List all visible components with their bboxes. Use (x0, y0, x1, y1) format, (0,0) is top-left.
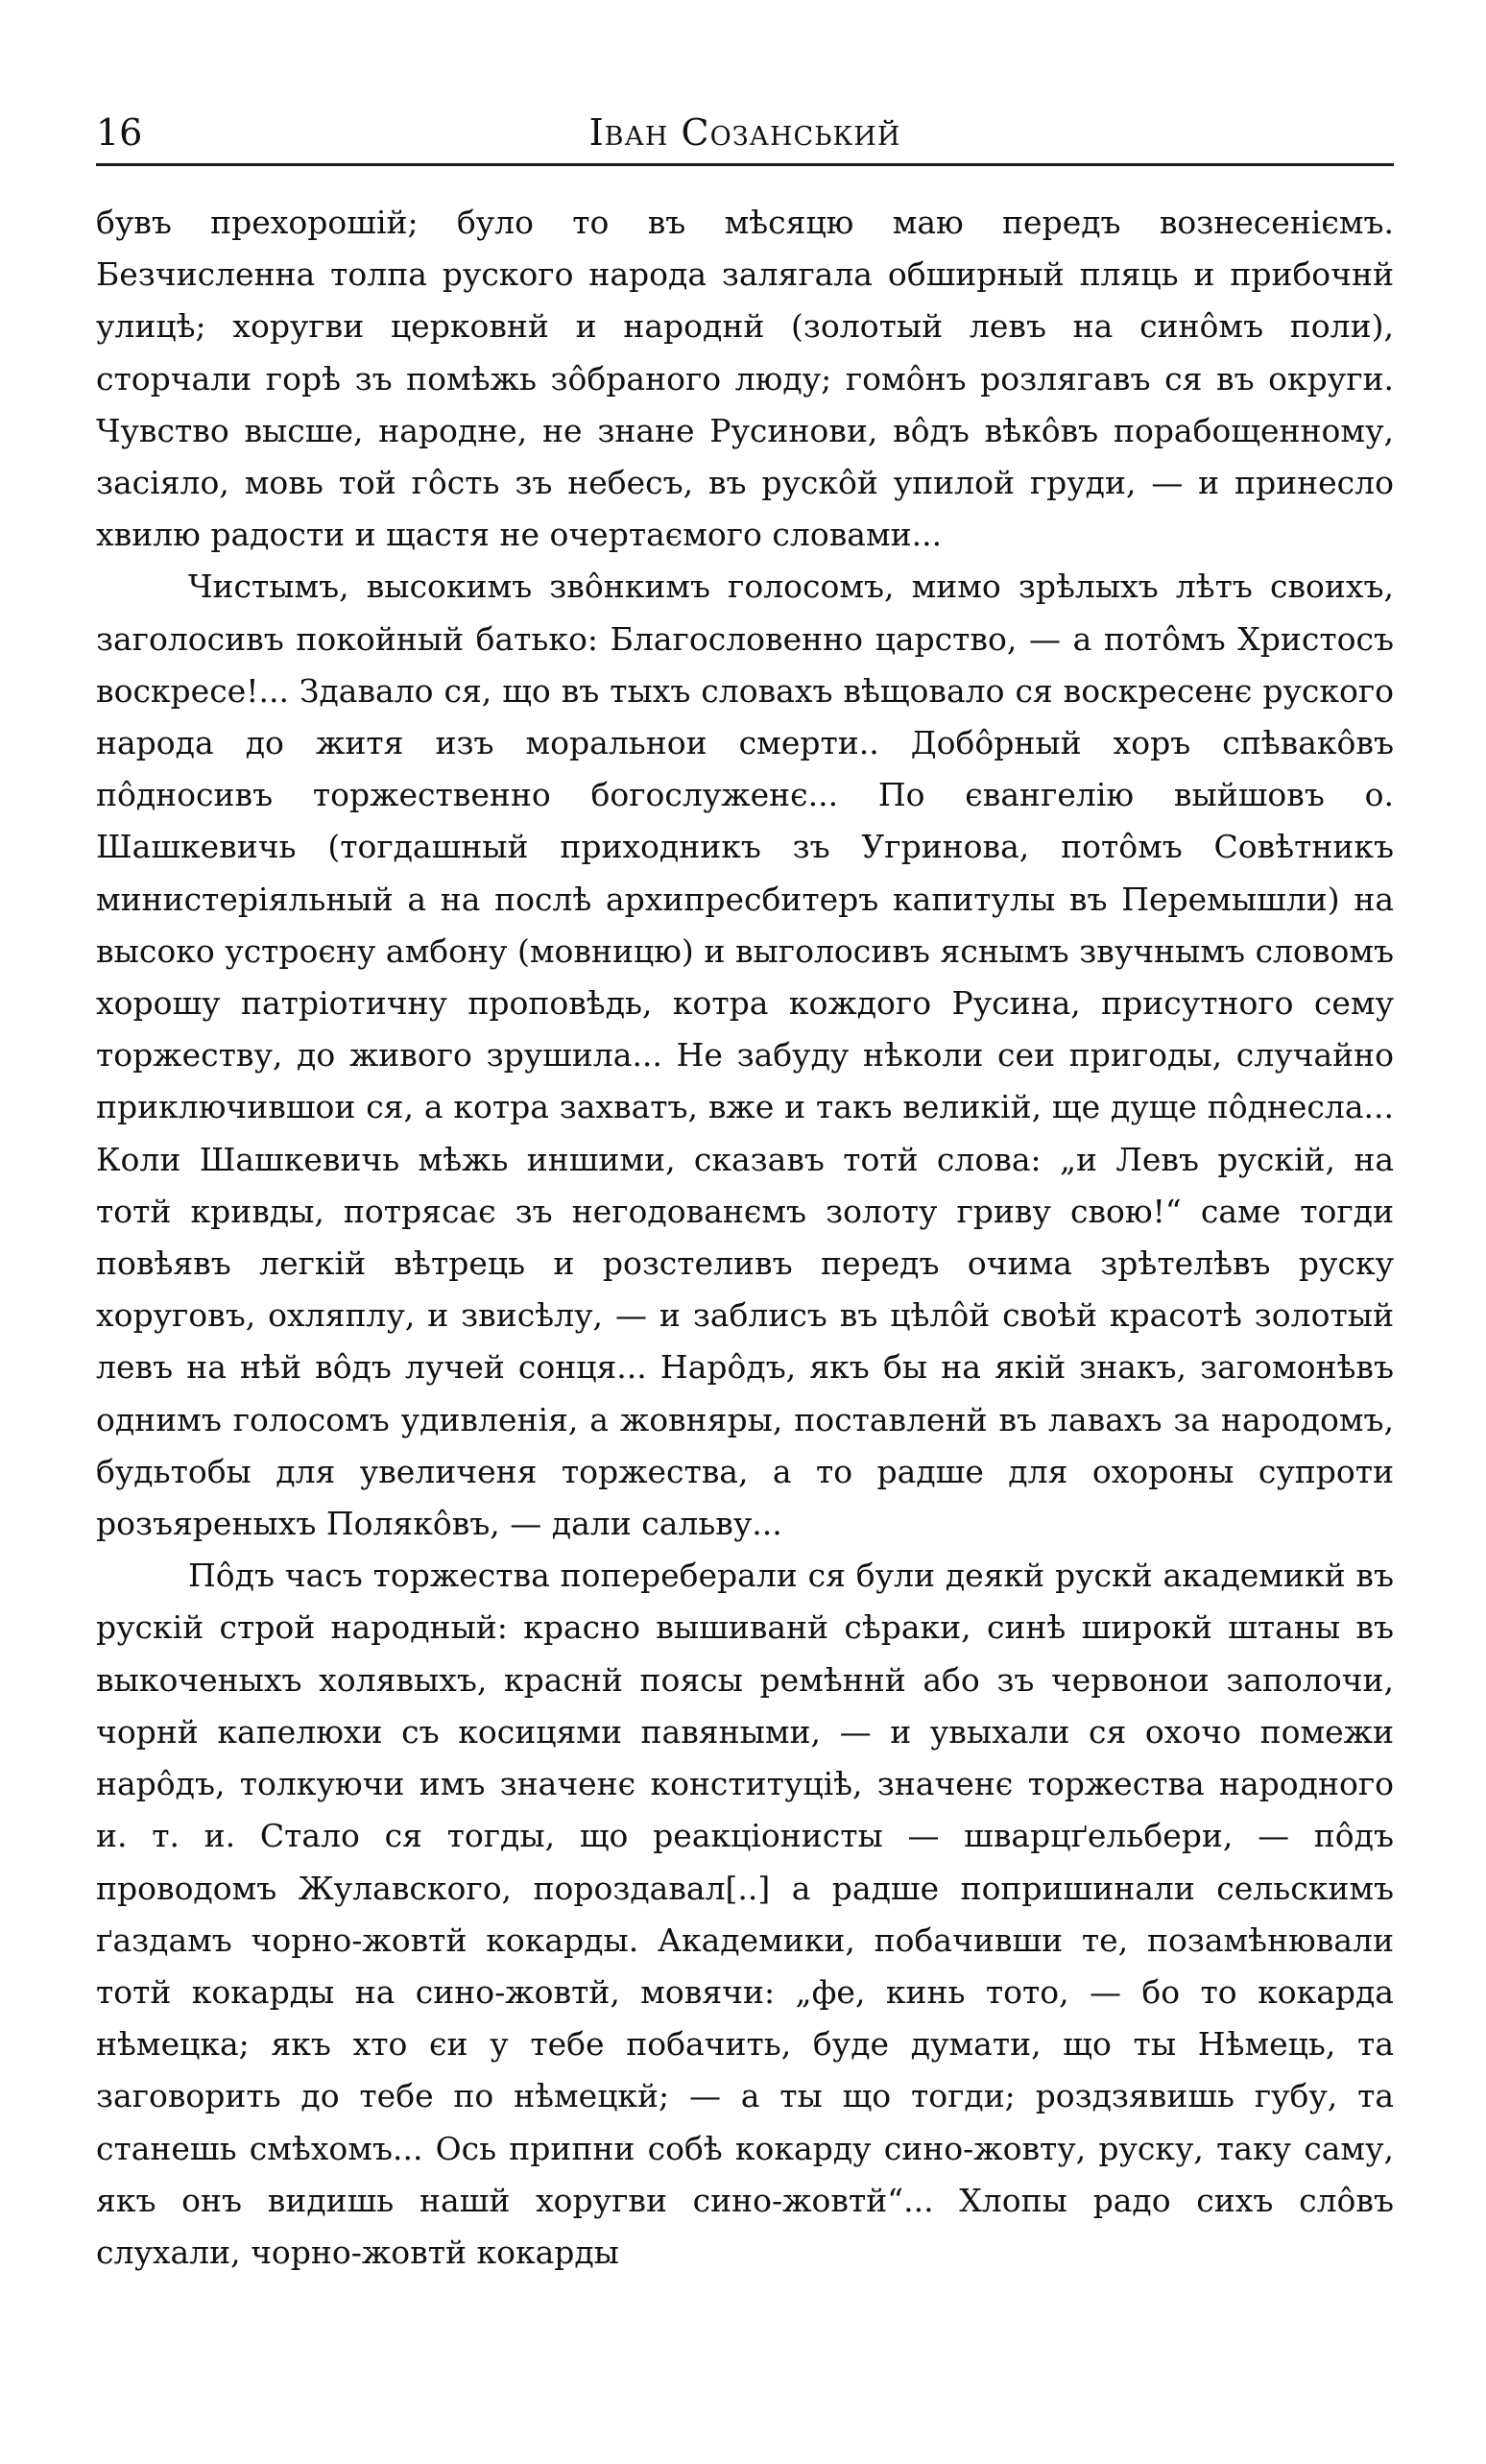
page-header (96, 106, 1394, 166)
body-text (96, 197, 1394, 2279)
running-title: Іван Созанський (588, 111, 901, 154)
paragraph-2: Чистымъ, высокимъ звôнкимъ голосомъ, мимо зрѣлыхъ лѣтъ своихъ, заголосивъ покойный батько: Благословенно царство, — а потôмъ Христосъ воскресе!... Здавало ся, що въ тыхъ словахъ вѣщовало ся воскресенє руского народа до житя изъ моральнои смерти.. Добôрный хоръ спѣвакôвъ пôдносивъ торжественно богослуженє... По євангелію выйшовъ о. Шашкевичь (тогдашный приходникъ зъ Угринова, потôмъ Совѣтникъ министеріяльный а на послѣ архипресбитеръ капитулы въ Перемышли) на высоко устроєну амбону (мовницю) и выголосивъ яснымъ звучнымъ словомъ хорошу патріотичну проповѣдь, котра кождого Русина, присутного сему торжеству, до живого зрушила... Не забуду нѣколи сеи пригоды, случайно приключившои ся, а котра захватъ, вже и такъ великій, ще дуще пôднесла... Коли Шашкевичь мѣжь иншими, сказавъ тотй слова: „и Левъ рускій, на тотй кривды, потрясає зъ негодованємъ золоту гриву свою!“ саме тогди повѣявъ легкій вѣтрець и розстеливъ передъ очима зрѣтелѣвъ руску хоруговъ, охляплу, и звисѣлу, — и заблисъ въ цѣлôй своѣй красотѣ золотый левъ на нѣй вôдъ лучей сонця... Нарôдъ, якъ бы на якій знакъ, загомонѣвъ однимъ голосомъ удивленія, а жовняры, поставленй въ лавахъ за народомъ, будьтобы для увеличеня торжества, а то радше для охороны супроти розъяреныхъ Полякôвъ, — дали сальву... (96, 568, 1394, 1543)
paragraph-3: Пôдъ часъ торжества попереберали ся були деякй рускй академикй въ рускій строй народный: красно вышиванй сѣраки, синѣ широкй штаны въ выкоченыхъ холявыхъ, краснй поясы ремѣннй або зъ червонои заполочи, чорнй капелюхи съ косицями павяными, — и увыхали ся охочо помежи нарôдъ, толкуючи имъ значенє конституціѣ, значенє торжества народного и. т. и. Стало ся тогды, що реакціонисты — шварцґельбери, — пôдъ проводомъ Жулавского, пороздавал[..] а радше попришинали сельскимъ ґаздамъ чорно-жовтй кокарды. Академики, побачивши те, позамѣнювали тотй кокарды на сино-жовтй, мовячи: „фе, кинь тото, — бо то кокарда нѣмецка; якъ хто єи у тебе побачить, буде думати, що ты Нѣмець, та заговорить до тебе по нѣмецкй; — а ты що тогди; роздзявишь губу, та станешь смѣхомъ... Ось припни собѣ кокарду сино-жовту, руску, таку саму, якъ онъ видишь нашй хоругви сино-жовтй“... Хлопы радо сихъ слôвъ слухали, чорно-жовтй кокарды (96, 1557, 1394, 2271)
paragraph-1: бувъ прехорошій; було то въ мѣсяцю маю передъ вознесеніємъ. Безчисленна толпа руского народа залягала обширный пляць и прибочнй улицѣ; хоругви церковнй и народнй (золотый левъ на синôмъ поли), сторчали горѣ зъ помѣжь зôбраного люду; гомôнъ розлягавъ ся въ округи. Чувство высше, народне, не знане Русинови, вôдъ вѣкôвъ порабощенному, засіяло, мовь той гôсть зъ небесъ, въ рускôй упилой груди, — и принесло хвилю радости и щастя не очертаємого словами... (96, 204, 1394, 554)
page-number: 16 (96, 111, 143, 154)
